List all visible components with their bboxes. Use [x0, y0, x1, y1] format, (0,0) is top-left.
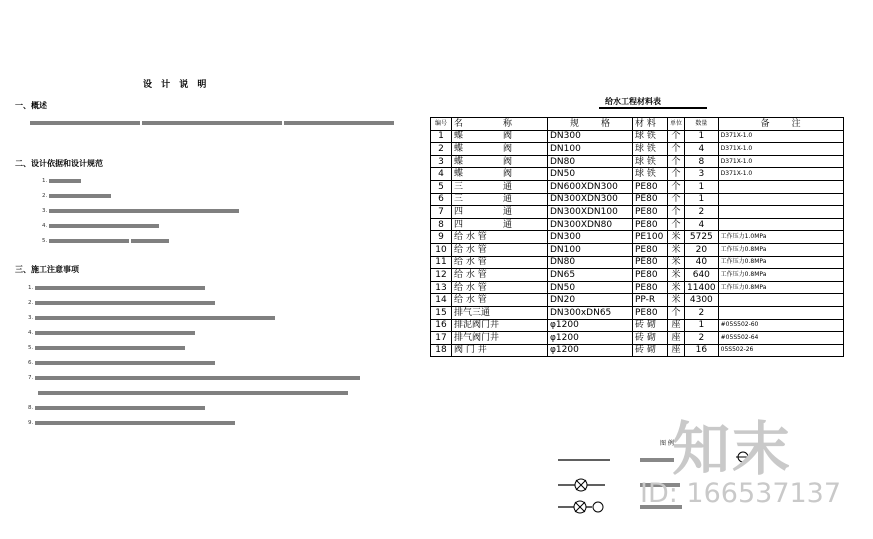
cell-qty: 640 [685, 269, 719, 282]
legend-label-pipe [640, 458, 674, 462]
construction-item-number: 1. [28, 285, 34, 291]
cell-name: 排气三通 [452, 306, 548, 319]
basis-item-number: 2. [42, 193, 48, 199]
cell-no: 1 [431, 130, 452, 143]
cell-qty: 4300 [685, 294, 719, 307]
cell-note [718, 218, 843, 231]
cell-no: 2 [431, 143, 452, 156]
cell-material: PE100 [633, 231, 668, 244]
construction-item-number: 7. [28, 375, 34, 381]
cell-no: 13 [431, 281, 452, 294]
cell-no: 14 [431, 294, 452, 307]
construction-list [28, 285, 360, 435]
cell-no: 9 [431, 231, 452, 244]
cell-note: #05S502-64 [718, 332, 843, 345]
cell-material: 砖 砌 [633, 344, 668, 357]
cell-note: D371X-1.0 [718, 130, 843, 143]
cell-unit: 米 [668, 269, 685, 282]
table-row [431, 344, 844, 357]
cell-spec: φ1200 [548, 319, 633, 332]
cell-unit: 座 [668, 319, 685, 332]
header-qty: 数量 [685, 118, 719, 131]
cell-material: PE80 [633, 306, 668, 319]
table-row [431, 306, 844, 319]
cell-spec: DN50 [548, 281, 633, 294]
table-row [431, 319, 844, 332]
cell-qty: 16 [685, 344, 719, 357]
cell-name: 给 水 管 [452, 294, 548, 307]
cell-no: 12 [431, 269, 452, 282]
cell-name: 给 水 管 [452, 281, 548, 294]
cell-qty: 2 [685, 206, 719, 219]
cell-material: PE80 [633, 269, 668, 282]
cell-qty: 1 [685, 319, 719, 332]
cell-material: PE80 [633, 256, 668, 269]
construction-item-number: 9. [28, 420, 34, 426]
cell-note [718, 206, 843, 219]
cell-spec: φ1200 [548, 344, 633, 357]
cell-unit: 米 [668, 294, 685, 307]
cell-spec: φ1200 [548, 332, 633, 345]
cell-qty: 40 [685, 256, 719, 269]
cell-qty: 11400 [685, 281, 719, 294]
cell-unit: 米 [668, 231, 685, 244]
table-row [431, 281, 844, 294]
cell-spec: DN100 [548, 143, 633, 156]
cell-no: 15 [431, 306, 452, 319]
overview-text [30, 120, 394, 126]
cell-material: PE80 [633, 243, 668, 256]
cell-name: 给 水 管 [452, 256, 548, 269]
table-row [431, 168, 844, 181]
cell-note: D371X-1.0 [718, 155, 843, 168]
cell-qty: 1 [685, 193, 719, 206]
construction-item-number: 6. [28, 360, 34, 366]
construction-item-number: 2. [28, 300, 34, 306]
cell-material: PE80 [633, 206, 668, 219]
cell-name: 蝶 阀 [452, 130, 548, 143]
cell-unit: 个 [668, 306, 685, 319]
cell-note: D371X-1.0 [718, 143, 843, 156]
cell-no: 18 [431, 344, 452, 357]
cell-note [718, 294, 843, 307]
watermark-id: ID: 166537137 [640, 478, 842, 509]
cell-unit: 座 [668, 332, 685, 345]
construction-item-number: 3. [28, 315, 34, 321]
cell-note: 05S502-26 [718, 344, 843, 357]
section-basis: 二、设计依据和设计规范 [15, 159, 103, 168]
cell-unit: 个 [668, 168, 685, 181]
cell-qty: 1 [685, 130, 719, 143]
table-row [431, 180, 844, 193]
cell-material: PE80 [633, 281, 668, 294]
legend-title: 图 例 [660, 440, 674, 447]
cell-unit: 个 [668, 206, 685, 219]
cell-spec: DN80 [548, 256, 633, 269]
cell-spec: DN600XDN300 [548, 180, 633, 193]
table-row [431, 294, 844, 307]
cell-material: 球 铁 [633, 155, 668, 168]
cell-name: 蝶 阀 [452, 143, 548, 156]
cell-name: 排气阀门井 [452, 332, 548, 345]
basis-list [42, 178, 239, 253]
cell-no: 11 [431, 256, 452, 269]
cell-note [718, 193, 843, 206]
cell-no: 6 [431, 193, 452, 206]
cell-name: 阀 门 井 [452, 344, 548, 357]
cell-material: PE80 [633, 180, 668, 193]
material-table [430, 117, 844, 357]
basis-item-number: 1. [42, 178, 48, 184]
cell-note [718, 180, 843, 193]
page-title: 设 计 说 明 [143, 80, 210, 90]
cell-qty: 8 [685, 155, 719, 168]
cell-name: 给 水 管 [452, 231, 548, 244]
cell-no: 16 [431, 319, 452, 332]
table-row [431, 218, 844, 231]
basis-item-number: 5. [42, 238, 48, 244]
cell-spec: DN300XDN80 [548, 218, 633, 231]
cell-spec: DN300 [548, 231, 633, 244]
cell-spec: DN65 [548, 269, 633, 282]
cell-unit: 米 [668, 243, 685, 256]
cell-unit: 个 [668, 143, 685, 156]
cell-unit: 个 [668, 155, 685, 168]
cell-note: 工作压力0.8MPa [718, 269, 843, 282]
cell-spec: DN300XDN100 [548, 206, 633, 219]
cell-qty: 5725 [685, 231, 719, 244]
table-row [431, 130, 844, 143]
cell-no: 10 [431, 243, 452, 256]
cell-qty: 4 [685, 143, 719, 156]
cell-unit: 个 [668, 180, 685, 193]
cell-name: 蝶 阀 [452, 155, 548, 168]
cell-unit: 米 [668, 256, 685, 269]
table-row [431, 231, 844, 244]
construction-item-number: 8. [28, 405, 34, 411]
section-construction: 三、施工注意事项 [15, 265, 79, 274]
cell-name: 四 通 [452, 218, 548, 231]
table-row [431, 256, 844, 269]
cell-qty: 2 [685, 306, 719, 319]
cell-qty: 4 [685, 218, 719, 231]
cell-spec: DN300 [548, 130, 633, 143]
table-row [431, 143, 844, 156]
cell-no: 8 [431, 218, 452, 231]
cell-name: 给 水 管 [452, 243, 548, 256]
header-material: 材 料 [633, 118, 668, 131]
cell-unit: 座 [668, 344, 685, 357]
cell-unit: 个 [668, 130, 685, 143]
table-row [431, 155, 844, 168]
cell-material: 球 铁 [633, 130, 668, 143]
table-row [431, 332, 844, 345]
cell-unit: 个 [668, 218, 685, 231]
cell-spec: DN50 [548, 168, 633, 181]
cell-qty: 2 [685, 332, 719, 345]
cell-unit: 个 [668, 193, 685, 206]
cell-note: D371X-1.0 [718, 168, 843, 181]
cell-qty: 20 [685, 243, 719, 256]
cell-note: 工作压力1.0MPa [718, 231, 843, 244]
cell-note: #05S502-60 [718, 319, 843, 332]
cell-name: 三 通 [452, 193, 548, 206]
cell-unit: 米 [668, 281, 685, 294]
table-row [431, 206, 844, 219]
cell-material: 砖 砌 [633, 319, 668, 332]
cell-name: 三 通 [452, 180, 548, 193]
table-header-row [431, 118, 844, 131]
basis-item-number: 4. [42, 223, 48, 229]
cell-material: 砖 砌 [633, 332, 668, 345]
cell-spec: DN20 [548, 294, 633, 307]
cell-spec: DN80 [548, 155, 633, 168]
cell-material: 球 铁 [633, 168, 668, 181]
cell-name: 给 水 管 [452, 269, 548, 282]
cell-note: 工作压力0.8MPa [718, 243, 843, 256]
cell-qty: 3 [685, 168, 719, 181]
cell-no: 17 [431, 332, 452, 345]
cell-name: 四 通 [452, 206, 548, 219]
caption-underline [599, 107, 707, 109]
cell-note [718, 306, 843, 319]
cell-material: 球 铁 [633, 143, 668, 156]
header-unit: 单位 [668, 118, 685, 131]
cell-spec: DN300XDN300 [548, 193, 633, 206]
cell-no: 5 [431, 180, 452, 193]
cell-material: PE80 [633, 218, 668, 231]
table-row [431, 193, 844, 206]
header-note: 备 注 [718, 118, 843, 131]
cell-spec: DN100 [548, 243, 633, 256]
section-overview: 一、概述 [15, 101, 47, 110]
table-row [431, 243, 844, 256]
header-no: 编号 [431, 118, 452, 131]
cell-material: PP-R [633, 294, 668, 307]
cell-qty: 1 [685, 180, 719, 193]
basis-item-number: 3. [42, 208, 48, 214]
cell-note: 工作压力0.8MPa [718, 281, 843, 294]
header-name: 名 称 [452, 118, 548, 131]
construction-item-number: 4. [28, 330, 34, 336]
watermark-logo: 知末 [672, 415, 793, 483]
cell-no: 7 [431, 206, 452, 219]
cell-no: 4 [431, 168, 452, 181]
table-caption: 给水工程材料表 [605, 97, 661, 106]
cell-spec: DN300xDN65 [548, 306, 633, 319]
cell-note: 工作压力0.8MPa [718, 256, 843, 269]
construction-item-number: 5. [28, 345, 34, 351]
cell-material: PE80 [633, 193, 668, 206]
header-spec: 规 格 [548, 118, 633, 131]
cell-name: 蝶 阀 [452, 168, 548, 181]
table-row [431, 269, 844, 282]
cell-name: 排泥阀门井 [452, 319, 548, 332]
cell-no: 3 [431, 155, 452, 168]
